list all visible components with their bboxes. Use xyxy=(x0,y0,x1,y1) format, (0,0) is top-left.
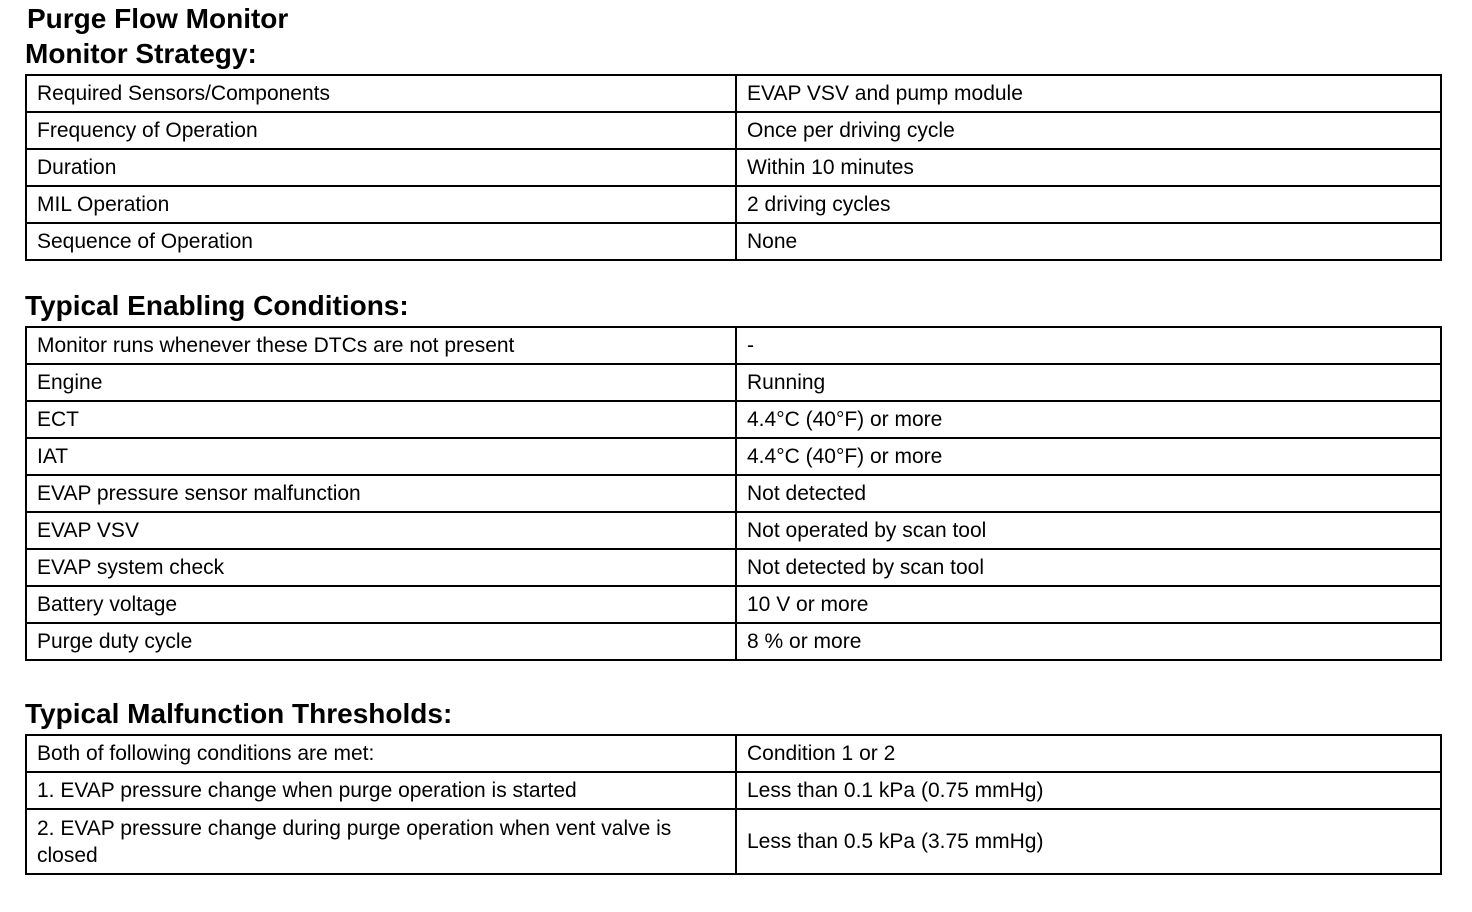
row-value: Not detected xyxy=(736,475,1441,512)
malfunction-thresholds-table xyxy=(25,734,1442,875)
row-label: Frequency of Operation xyxy=(26,112,736,149)
table-row xyxy=(26,75,1441,112)
row-value: - xyxy=(736,327,1441,364)
table-row xyxy=(26,475,1441,512)
table-row xyxy=(26,549,1441,586)
row-label: 1. EVAP pressure change when purge operation is started xyxy=(26,772,736,809)
table-row xyxy=(26,149,1441,186)
table-row xyxy=(26,623,1441,660)
row-label: EVAP system check xyxy=(26,549,736,586)
row-value: Less than 0.1 kPa (0.75 mmHg) xyxy=(736,772,1441,809)
row-label: ECT xyxy=(26,401,736,438)
table-row xyxy=(26,772,1441,809)
row-label: EVAP pressure sensor malfunction xyxy=(26,475,736,512)
table-row xyxy=(26,438,1441,475)
enabling-conditions-heading: Typical Enabling Conditions: xyxy=(25,290,409,321)
row-label: Duration xyxy=(26,149,736,186)
row-label: Purge duty cycle xyxy=(26,623,736,660)
row-value: Condition 1 or 2 xyxy=(736,735,1441,772)
row-label: 2. EVAP pressure change during purge operation when vent valve is closed xyxy=(26,809,736,874)
row-label: EVAP VSV xyxy=(26,512,736,549)
row-value: 4.4°C (40°F) or more xyxy=(736,438,1441,475)
row-value: Running xyxy=(736,364,1441,401)
row-label: MIL Operation xyxy=(26,186,736,223)
row-label: Required Sensors/Components xyxy=(26,75,736,112)
row-value: 2 driving cycles xyxy=(736,186,1441,223)
table-row xyxy=(26,223,1441,260)
table-row xyxy=(26,809,1441,874)
row-value: Not operated by scan tool xyxy=(736,512,1441,549)
table-row xyxy=(26,735,1441,772)
row-value: None xyxy=(736,223,1441,260)
row-value: Within 10 minutes xyxy=(736,149,1441,186)
row-label: Engine xyxy=(26,364,736,401)
table-row xyxy=(26,586,1441,623)
row-value: Not detected by scan tool xyxy=(736,549,1441,586)
row-label: Both of following conditions are met: xyxy=(26,735,736,772)
table-row xyxy=(26,401,1441,438)
table-row xyxy=(26,186,1441,223)
row-value: 10 V or more xyxy=(736,586,1441,623)
monitor-strategy-table xyxy=(25,74,1442,261)
row-value: Less than 0.5 kPa (3.75 mmHg) xyxy=(736,809,1441,874)
row-label: IAT xyxy=(26,438,736,475)
enabling-conditions-table xyxy=(25,326,1442,661)
table-row xyxy=(26,327,1441,364)
row-value: 4.4°C (40°F) or more xyxy=(736,401,1441,438)
table-row xyxy=(26,112,1441,149)
row-label: Monitor runs whenever these DTCs are not present xyxy=(26,327,736,364)
page-title: Purge Flow Monitor xyxy=(27,3,289,34)
table-row xyxy=(26,512,1441,549)
row-value: EVAP VSV and pump module xyxy=(736,75,1441,112)
row-label: Sequence of Operation xyxy=(26,223,736,260)
table-row xyxy=(26,364,1441,401)
malfunction-thresholds-heading: Typical Malfunction Thresholds: xyxy=(25,698,453,729)
monitor-strategy-heading: Monitor Strategy: xyxy=(25,38,257,69)
row-label: Battery voltage xyxy=(26,586,736,623)
row-value: Once per driving cycle xyxy=(736,112,1441,149)
row-value: 8 % or more xyxy=(736,623,1441,660)
